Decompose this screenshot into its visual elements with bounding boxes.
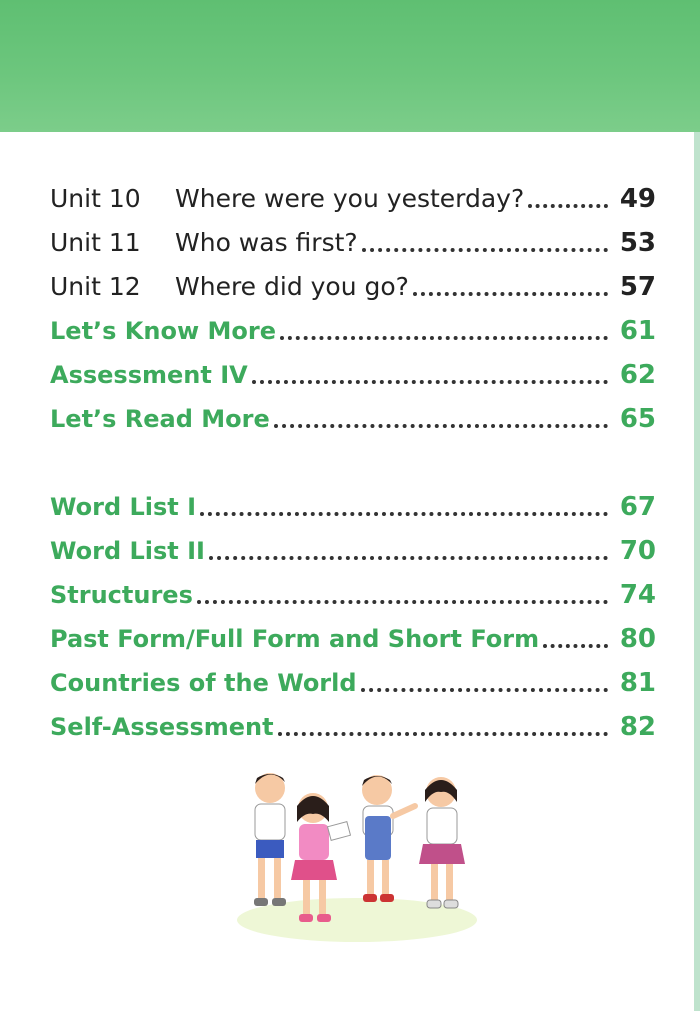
- dot-leader: [361, 688, 608, 692]
- page-number: 65: [619, 404, 656, 434]
- boy-overalls: [362, 775, 415, 902]
- page-number: 67: [619, 492, 656, 522]
- unit-number: Unit 11: [50, 228, 141, 257]
- toc-entry-past-form[interactable]: [50, 621, 656, 657]
- page-number: 81: [619, 668, 656, 698]
- dot-leader: [274, 424, 608, 428]
- header-band: [0, 0, 700, 132]
- toc-entry-unit-11[interactable]: [50, 225, 656, 261]
- toc-entry-countries[interactable]: [50, 665, 656, 701]
- toc-entry-lets-know-more[interactable]: [50, 313, 656, 349]
- page-number: 82: [619, 712, 656, 742]
- entry-title: Let’s Read More: [50, 405, 270, 433]
- dot-leader: [413, 292, 608, 296]
- toc-entry-word-list-1[interactable]: [50, 489, 656, 525]
- toc-entry-self-assessment[interactable]: [50, 709, 656, 745]
- boy-left: [254, 773, 286, 906]
- entry-title: Past Form/Full Form and Short Form: [50, 625, 540, 653]
- page-number: 70: [619, 536, 656, 566]
- page-number: 53: [619, 228, 656, 258]
- entry-title: Assessment IV: [50, 361, 248, 389]
- page-number: 49: [619, 184, 656, 214]
- toc-entry-assessment-iv[interactable]: [50, 357, 656, 393]
- entry-title: Who was first?: [175, 228, 358, 257]
- dot-leader: [280, 336, 608, 340]
- page-number: 74: [619, 580, 656, 610]
- page-number: 57: [619, 272, 656, 302]
- entry-title: Word List I: [50, 493, 197, 521]
- dot-leader: [197, 600, 608, 604]
- page-number: 80: [619, 624, 656, 654]
- toc-entry-structures[interactable]: [50, 577, 656, 613]
- children-talking-illustration: [225, 760, 490, 950]
- entry-title: Where were you yesterday?: [175, 184, 525, 213]
- unit-number: Unit 10: [50, 184, 141, 213]
- page-edge: [694, 132, 700, 1011]
- toc-entry-lets-read-more[interactable]: [50, 401, 656, 437]
- dot-leader: [252, 380, 608, 384]
- dot-leader: [200, 512, 608, 516]
- unit-number: Unit 12: [50, 272, 141, 301]
- entry-title: Where did you go?: [175, 272, 409, 301]
- page-number: 61: [619, 316, 656, 346]
- entry-title: Countries of the World: [50, 669, 357, 697]
- dot-leader: [543, 644, 608, 648]
- entry-title: Self-Assessment: [50, 713, 274, 741]
- dot-leader: [528, 204, 608, 208]
- entry-title: Structures: [50, 581, 193, 609]
- girl-right: [419, 777, 465, 908]
- entry-title: Word List II: [50, 537, 205, 565]
- dot-leader: [362, 248, 608, 252]
- dot-leader: [209, 556, 608, 560]
- page-number: 62: [619, 360, 656, 390]
- entry-title: Let’s Know More: [50, 317, 276, 345]
- toc-entry-word-list-2[interactable]: [50, 533, 656, 569]
- dot-leader: [278, 732, 608, 736]
- toc-entry-unit-10[interactable]: [50, 181, 656, 217]
- toc-entry-unit-12[interactable]: [50, 269, 656, 305]
